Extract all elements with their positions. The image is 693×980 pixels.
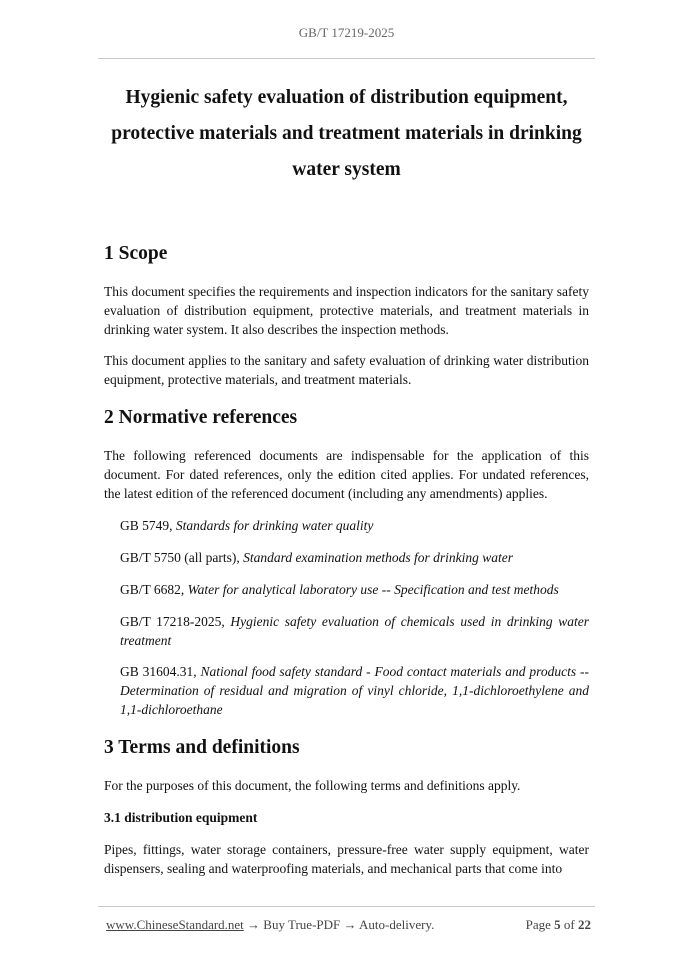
reference-code: GB/T 5750 (all parts), bbox=[120, 550, 244, 565]
reference-title: Standard examination methods for drinking water bbox=[243, 550, 513, 565]
standard-code: GB/T 17219-2025 bbox=[298, 25, 395, 40]
page-content bbox=[104, 80, 589, 878]
of-label: of bbox=[563, 917, 575, 932]
section-heading-scope: 1 Scope bbox=[104, 243, 168, 264]
reference-item bbox=[120, 548, 589, 567]
term-definition-paragraph: Pipes, fittings, water storage containers, pressure-free water supply equipment, water dispensers, sealing and waterproofing materials, and mechanical parts that come into bbox=[104, 842, 589, 876]
page-label: Page bbox=[525, 917, 551, 932]
current-page-number: 5 bbox=[554, 917, 561, 932]
section-heading-terms-definitions: 3 Terms and definitions bbox=[104, 737, 300, 758]
reference-code: GB/T 17218-2025, bbox=[120, 614, 231, 629]
reference-title: Standards for drinking water quality bbox=[175, 518, 374, 533]
total-page-number: 22 bbox=[578, 917, 591, 932]
page-footer bbox=[98, 906, 595, 937]
reference-item bbox=[120, 516, 589, 535]
reference-title: Hygienic safety evaluation of chemicals used in drinking water treatment bbox=[120, 614, 589, 648]
reference-code: GB 31604.31, bbox=[120, 664, 201, 679]
title-line-2: protective materials and treatment materials in drinking bbox=[111, 123, 582, 144]
footer-promo bbox=[106, 917, 434, 933]
title-line-1: Hygienic safety evaluation of distribution equipment, bbox=[125, 87, 568, 108]
reference-item bbox=[120, 580, 589, 599]
section-heading-normative-references: 2 Normative references bbox=[104, 407, 298, 428]
references-intro-paragraph: The following referenced documents are indispensable for the application of this document. For dated references, only the edition cited applies. For undated references, the latest edition of the referenced document (including any amendments) applies. bbox=[104, 448, 589, 501]
reference-code: GB 5749, bbox=[120, 518, 176, 533]
reference-code: GB/T 6682, bbox=[120, 582, 188, 597]
reference-title: Water for analytical laboratory use -- Specification and test methods bbox=[187, 582, 559, 597]
title-line-3: water system bbox=[292, 159, 401, 180]
terms-intro-paragraph: For the purposes of this document, the following terms and definitions apply. bbox=[104, 778, 521, 793]
term-heading-distribution-equipment: 3.1 distribution equipment bbox=[104, 810, 258, 825]
document-title bbox=[104, 80, 589, 188]
reference-title: National food safety standard - Food contact materials and products -- Determination of residual and migration of vinyl chloride, 1,1-dichloroethylene and 1,1-dichloroethane bbox=[120, 664, 589, 717]
page-number bbox=[526, 917, 591, 933]
reference-item bbox=[120, 612, 589, 650]
page-header bbox=[98, 25, 595, 59]
footer-promo-text: → Buy True-PDF → Auto-delivery. bbox=[243, 917, 435, 932]
website-link[interactable]: www.ChineseStandard.net bbox=[106, 917, 244, 932]
scope-paragraph-1: This document specifies the requirements and inspection indicators for the sanitary safety evaluation of distribution equipment, protective materials, and treatment materials in drinking water system. It also describes the inspection methods. bbox=[104, 284, 589, 337]
reference-item bbox=[120, 662, 589, 719]
scope-paragraph-2: This document applies to the sanitary and safety evaluation of drinking water distribution equipment, protective materials, and treatment materials. bbox=[104, 353, 589, 387]
